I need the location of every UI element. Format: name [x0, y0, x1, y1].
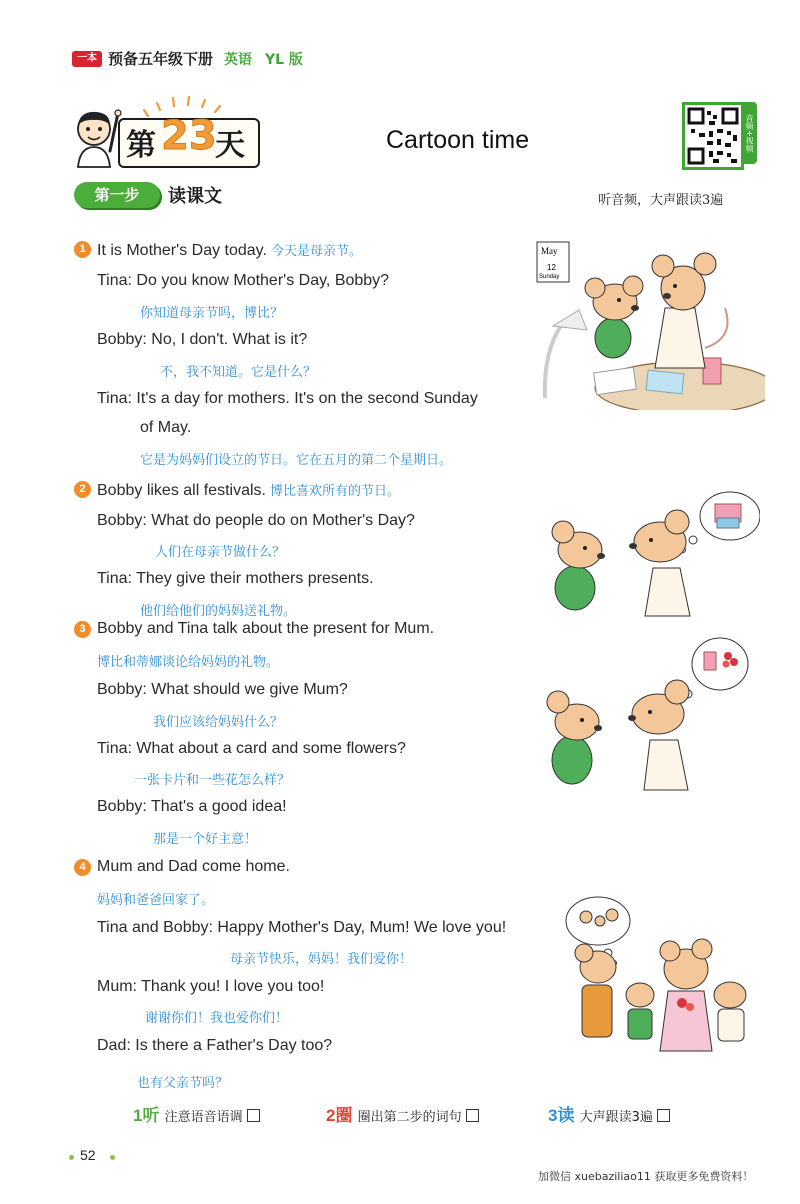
- task-1-num: 1听: [133, 1106, 160, 1125]
- qr-code-icon: [685, 105, 741, 167]
- s4-line1-zh: 母亲节快乐，妈妈！我们爱你！: [230, 952, 413, 967]
- s2-line1: Bobby: What do people do on Mother's Day?: [97, 512, 415, 529]
- s1-line2: Bobby: No, I don't. What is it?: [97, 331, 308, 348]
- task-2: [326, 1101, 479, 1126]
- s3-line1-zh: 我们应该给妈妈什么？: [153, 715, 284, 730]
- s3-intro: Bobby and Tina talk about the present for Mum.: [97, 620, 435, 637]
- s3-intro-zh: 博比和蒂娜谈论给妈妈的礼物。: [97, 655, 280, 670]
- page-number: 52: [80, 1147, 96, 1163]
- section-number-1: 1: [74, 241, 91, 258]
- edition-label: YL 版: [265, 52, 303, 68]
- s1-line2-zh: 不，我不知道。它是什么？: [160, 365, 317, 380]
- s3-line2-zh: 一张卡片和一些花怎么样？: [134, 773, 291, 788]
- day-number: 23: [161, 113, 217, 159]
- s2-intro-zh: 博比喜欢所有的节日。: [269, 484, 400, 499]
- task-2-checkbox[interactable]: [466, 1109, 479, 1122]
- task-3-label: 大声跟读3遍: [579, 1110, 653, 1125]
- section-number-3: 3: [74, 621, 91, 638]
- qr-side-label: 音频+视频: [741, 102, 757, 164]
- task-1: [133, 1101, 260, 1126]
- s2-intro-en: Bobby likes all festivals.: [97, 482, 266, 499]
- s3-line3: Bobby: That's a good idea!: [97, 798, 287, 815]
- section-number-4: 4: [74, 859, 91, 876]
- task-2-num: 2圈: [326, 1106, 353, 1125]
- s3-line3-zh: 那是一个好主意！: [153, 832, 258, 847]
- illustration-mice-present: [545, 478, 760, 618]
- task-3-num: 3读: [548, 1106, 575, 1125]
- step-name: 读课文: [168, 186, 222, 207]
- day-suffix: 天: [215, 128, 245, 163]
- book-title: 预备五年级下册: [108, 50, 214, 68]
- page-dot-right: [110, 1155, 115, 1160]
- s1-line3a: Tina: It's a day for mothers. It's on the second Sunday: [97, 390, 478, 407]
- day-prefix: 第: [126, 128, 156, 163]
- s2-intro: [97, 480, 400, 500]
- s4-intro-zh: 妈妈和爸爸回家了。: [97, 893, 215, 908]
- illustration-mice-calendar: [535, 238, 765, 410]
- task-2-label: 圈出第二步的词句: [357, 1110, 462, 1125]
- section-number-2: 2: [74, 481, 91, 498]
- s1-line1-zh: 你知道母亲节吗，博比？: [140, 306, 284, 321]
- calendar-day: 12: [547, 263, 556, 272]
- s4-line1: Tina and Bobby: Happy Mother's Day, Mum! We love you!: [97, 919, 507, 936]
- calendar-weekday: Sunday: [539, 274, 560, 280]
- s4-intro: Mum and Dad come home.: [97, 858, 290, 875]
- s4-line3: Dad: Is there a Father's Day too?: [97, 1037, 333, 1054]
- page-dot-left: [69, 1155, 74, 1160]
- calendar-month: May: [541, 246, 558, 256]
- boy-mascot-icon: [70, 107, 122, 169]
- s2-line1-zh: 人们在母亲节做什么？: [155, 545, 286, 560]
- watermark-text: 加微信 xuebaziliao11 获取更多免费资料！: [538, 1170, 754, 1183]
- s2-line2-zh: 他们给他们的妈妈送礼物。: [140, 604, 297, 619]
- subject-label: 英语: [224, 52, 252, 68]
- s3-line2: Tina: What about a card and some flowers?: [97, 740, 406, 757]
- qr-code[interactable]: [682, 102, 744, 170]
- s1-line1: Tina: Do you know Mother's Day, Bobby?: [97, 272, 390, 289]
- step-pill: 第一步: [74, 182, 160, 208]
- s4-line2: Mum: Thank you! I love you too!: [97, 978, 325, 995]
- s4-line3-zh: 也有父亲节吗？: [137, 1076, 229, 1091]
- s1-intro-zh: 今天是母亲节。: [270, 244, 362, 259]
- s1-line3-zh: 它是为妈妈们设立的节日。它在五月的第二个星期日。: [140, 453, 453, 468]
- step-instruction: 听音频，大声跟读3遍: [598, 193, 724, 208]
- s1-intro: [97, 240, 362, 260]
- task-3: [548, 1101, 670, 1126]
- s2-line2: Tina: They give their mothers presents.: [97, 570, 374, 587]
- s4-line2-zh: 谢谢你们！我也爱你们！: [145, 1011, 289, 1026]
- illustration-mice-flowers: [532, 632, 752, 792]
- s1-intro-en: It is Mother's Day today.: [97, 242, 267, 259]
- lesson-title: Cartoon time: [386, 126, 530, 154]
- task-3-checkbox[interactable]: [657, 1109, 670, 1122]
- task-1-label: 注意语音语调: [164, 1110, 243, 1125]
- illustration-mouse-family: [560, 895, 770, 1055]
- task-1-checkbox[interactable]: [247, 1109, 260, 1122]
- brand-badge: 一本: [72, 51, 102, 67]
- s3-line1: Bobby: What should we give Mum?: [97, 681, 348, 698]
- s1-line3b: of May.: [140, 419, 192, 436]
